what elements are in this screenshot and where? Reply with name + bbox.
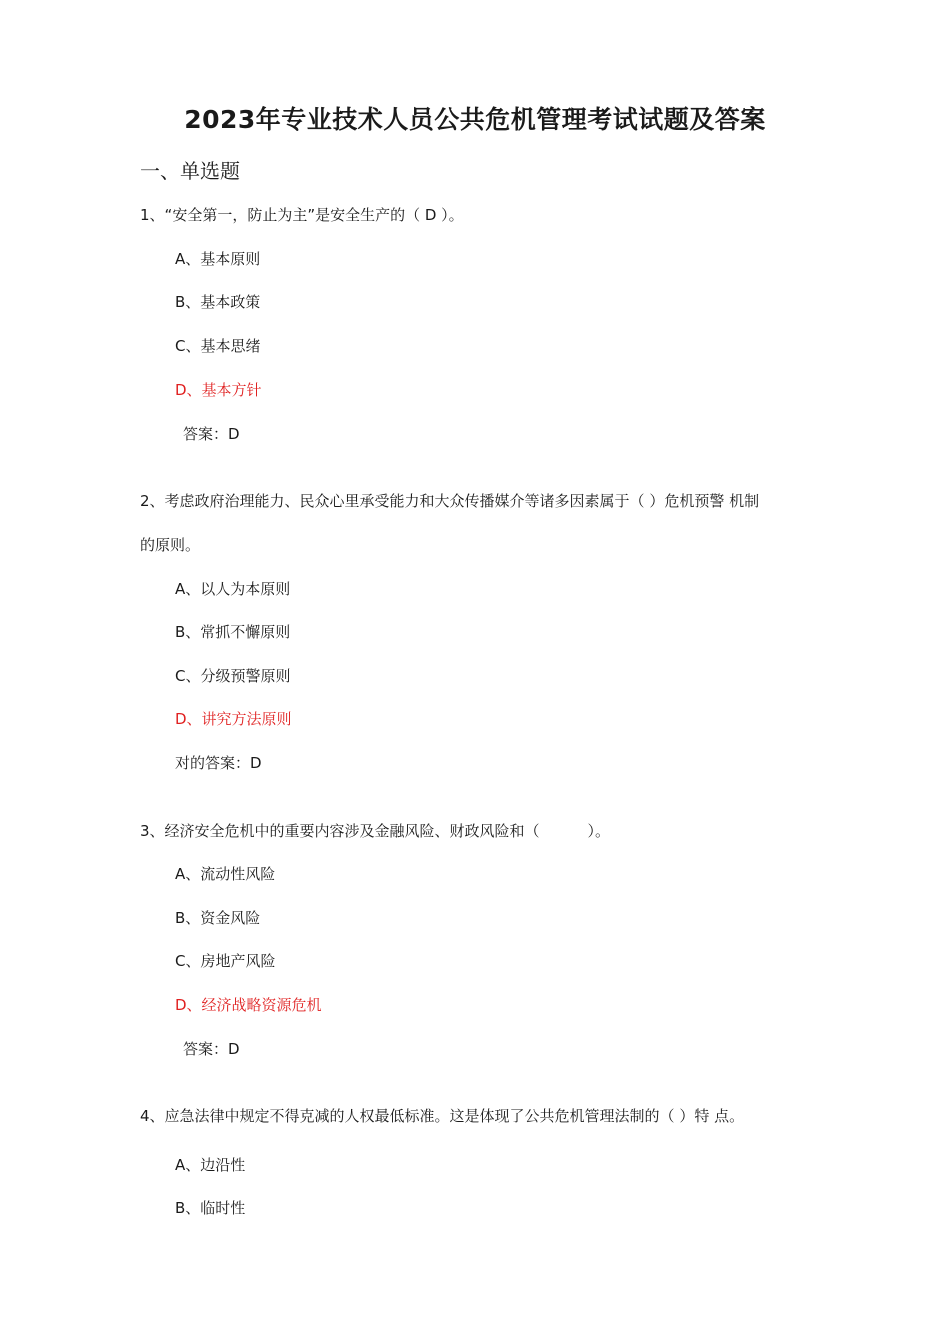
question-3-option-d: D、经济战略资源危机 xyxy=(175,996,322,1014)
question-2-stem-line2: 的原则。 xyxy=(140,536,201,554)
question-4-option-a: A、边沿性 xyxy=(175,1156,246,1174)
question-4-stem: 4、应急法律中规定不得克减的人权最低标准。这是体现了公共危机管理法制的（ ）特 点。 xyxy=(140,1107,745,1125)
question-3-stem-part1: 3、经济安全危机中的重要内容涉及金融风险、财政风险和（ xyxy=(140,822,540,840)
question-3-stem xyxy=(140,821,610,841)
section-heading: 一、单选题 xyxy=(140,159,240,183)
question-1-stem: 1、“安全第一，防止为主”是安全生产的（ D ）。 xyxy=(140,206,464,224)
question-3-option-b: B、资金风险 xyxy=(175,909,261,927)
question-3-answer: 答案：D xyxy=(183,1040,240,1058)
question-3-option-c: C、房地产风险 xyxy=(175,952,276,970)
question-1-option-d: D、基本方针 xyxy=(175,381,262,399)
question-2-option-c: C、分级预警原则 xyxy=(175,667,291,685)
question-3-option-a: A、流动性风险 xyxy=(175,865,276,883)
question-1-option-b: B、基本政策 xyxy=(175,293,261,311)
question-1-option-c: C、基本思绪 xyxy=(175,337,261,355)
question-1-answer: 答案：D xyxy=(183,425,240,443)
question-1-option-a: A、基本原则 xyxy=(175,250,261,268)
document-title: 2023年专业技术人员公共危机管理考试试题及答案 xyxy=(184,105,766,134)
question-2-option-d: D、讲究方法原则 xyxy=(175,710,292,728)
question-2-option-a: A、以人为本原则 xyxy=(175,580,291,598)
question-4-option-b: B、临时性 xyxy=(175,1199,246,1217)
question-2-stem-line1: 2、考虑政府治理能力、民众心里承受能力和大众传播媒介等诸多因素属于（ ）危机预警 机制 xyxy=(140,492,760,510)
question-2-answer: 对的答案：D xyxy=(175,754,262,772)
question-2-option-b: B、常抓不懈原则 xyxy=(175,623,291,641)
question-3-stem-part2: ）。 xyxy=(587,822,611,840)
